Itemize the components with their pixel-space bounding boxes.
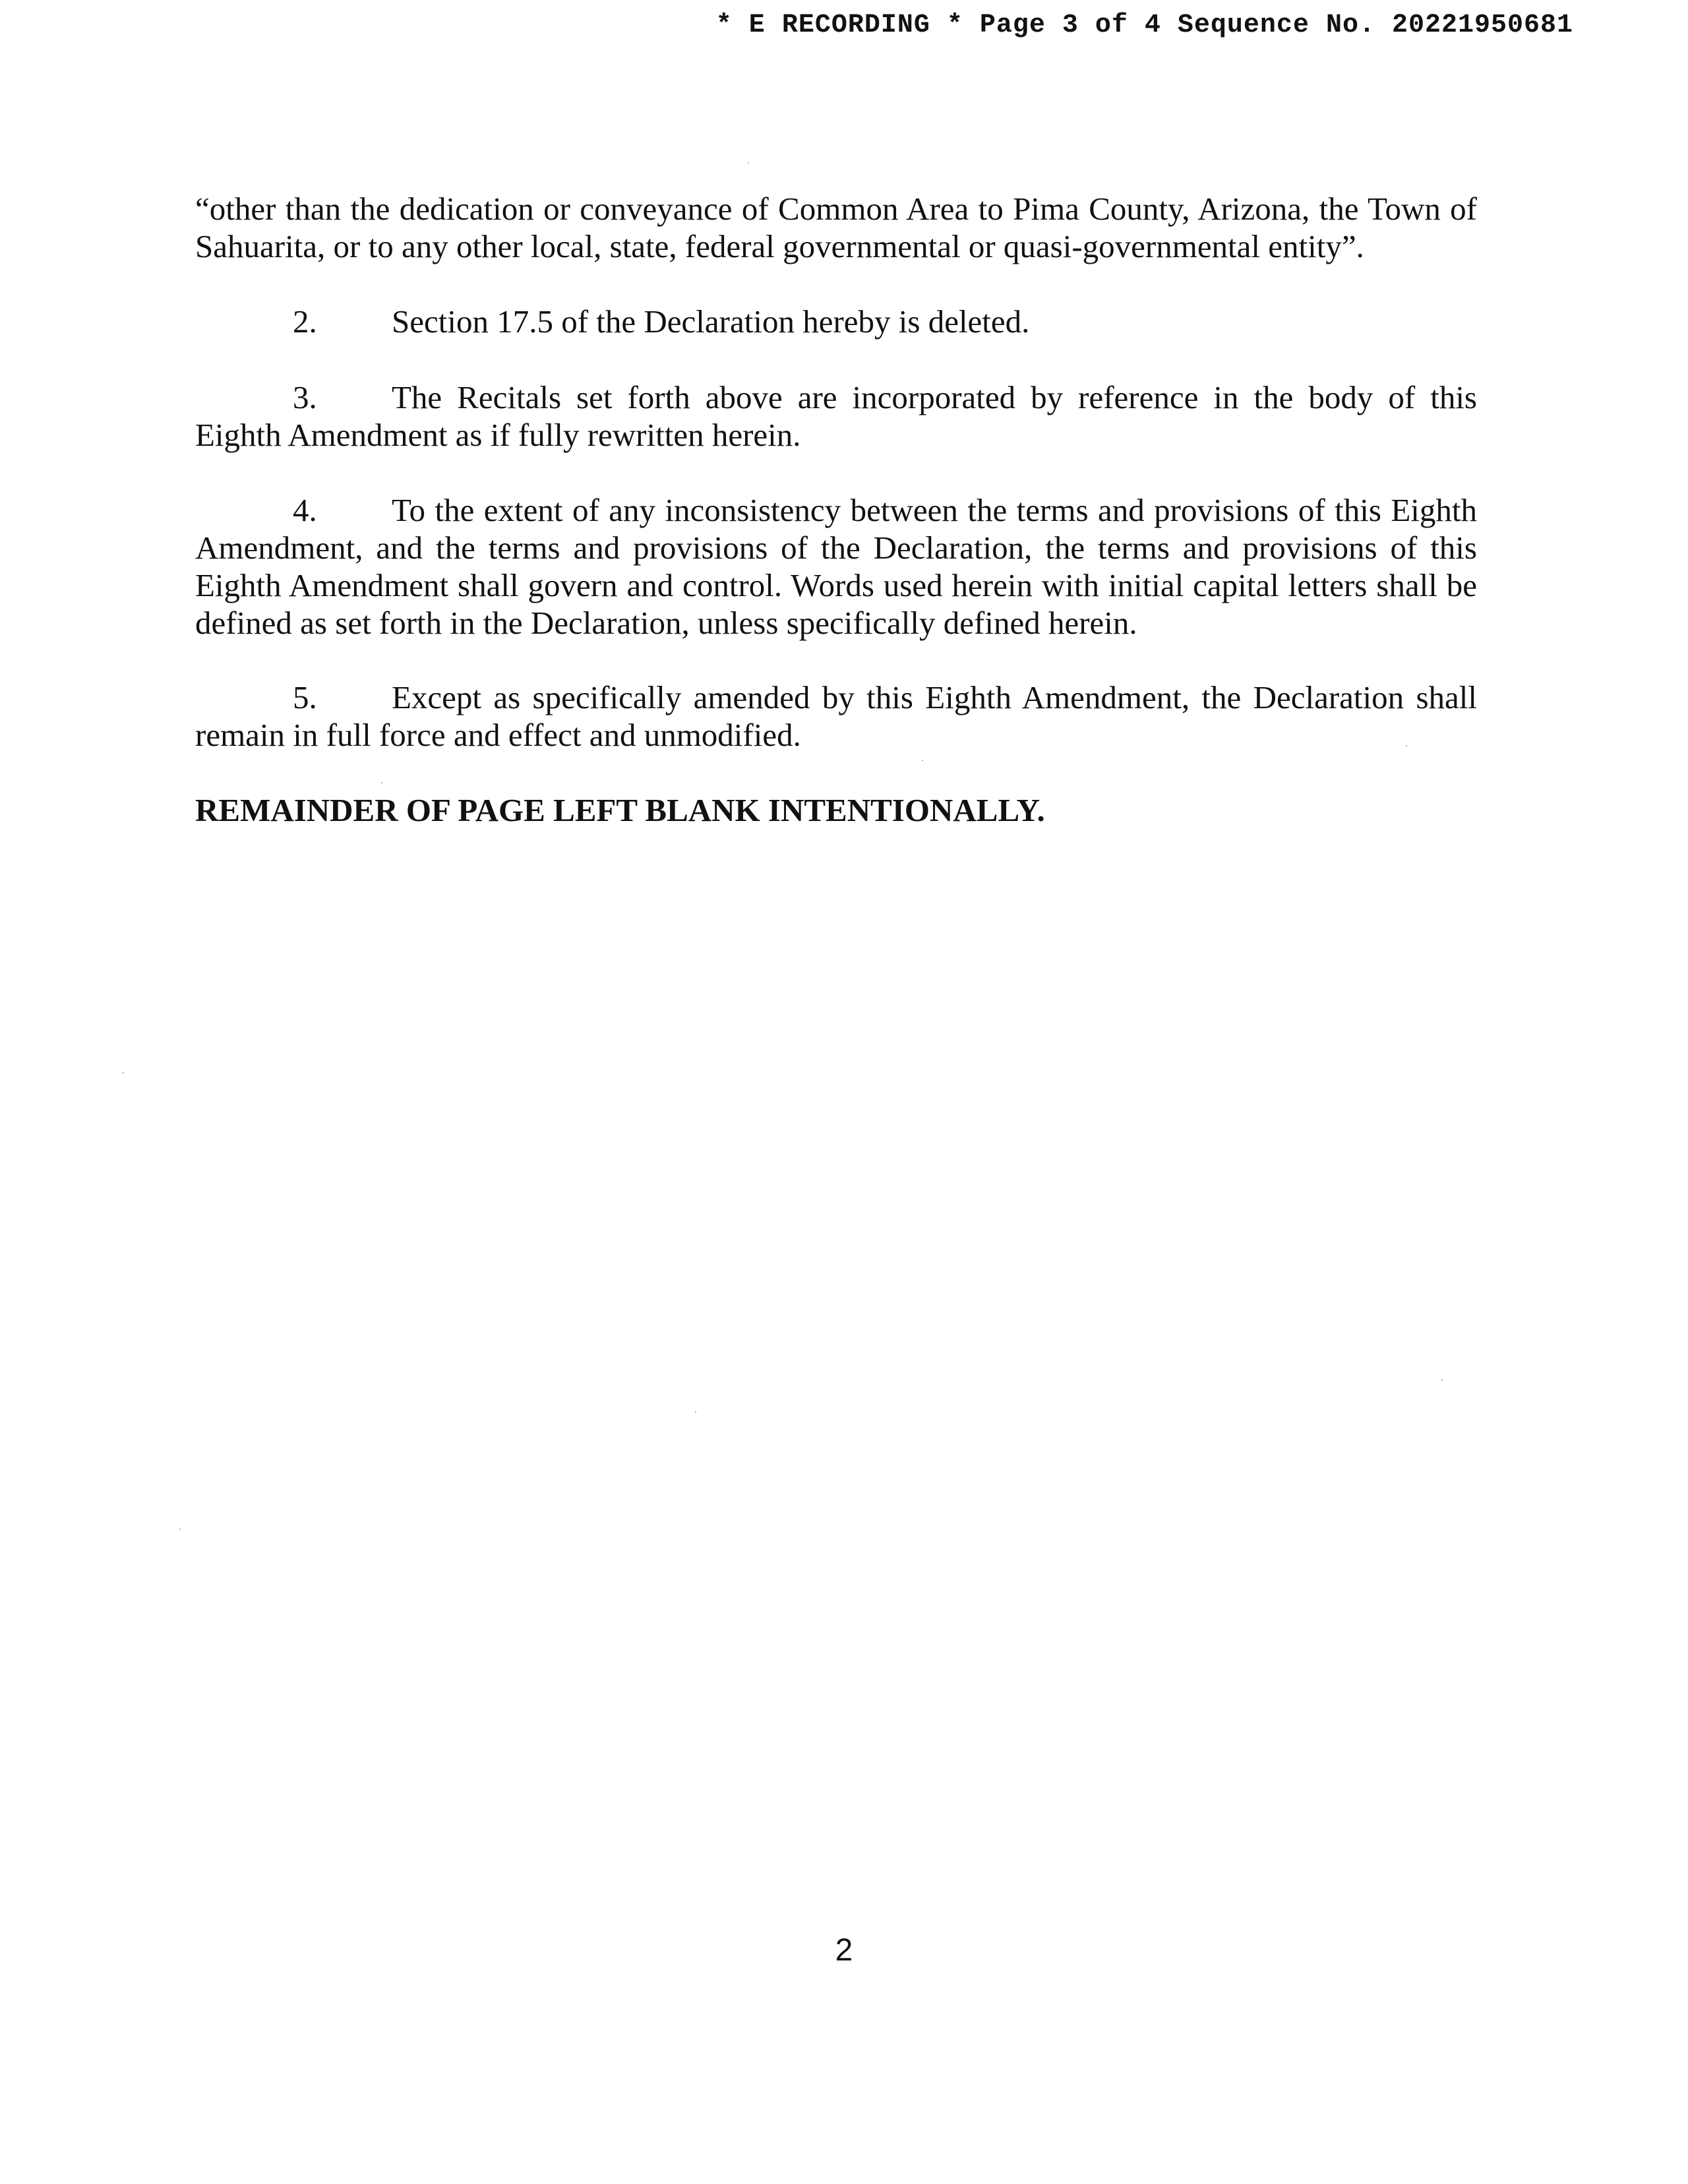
scan-speck (381, 782, 382, 783)
scan-speck (695, 1411, 696, 1412)
paragraph-number: 5. (293, 679, 317, 715)
scan-speck (1406, 745, 1407, 746)
scan-speck (748, 162, 749, 164)
scan-speck (922, 760, 923, 761)
paragraph-text: The Recitals set forth above are incorporated by reference in the body of this Eighth Amendment as if fully rewritten herein. (195, 379, 1477, 453)
paragraph-5 (195, 679, 1477, 754)
paragraph-text: Section 17.5 of the Declaration hereby is deleted. (392, 303, 1030, 340)
paragraph-number: 3. (293, 379, 317, 415)
recording-header: * E RECORDING * Page 3 of 4 Sequence No. 20221950681 (715, 11, 1573, 40)
paragraph-4 (195, 491, 1477, 642)
scan-speck (123, 1072, 124, 1074)
continuation-paragraph: “other than the dedication or conveyance of Common Area to Pima County, Arizona, the Town of Sahuarita, or to any other local, state, federal governmental or quasi-governmental entity”. (195, 191, 1477, 264)
paragraph-number: 4. (293, 492, 317, 528)
remainder-notice: REMAINDER OF PAGE LEFT BLANK INTENTIONALLY. (195, 792, 1045, 828)
paragraph-text: To the extent of any inconsistency between the terms and provisions of this Eighth Amendment, and the terms and provisions of the Declaration, the terms and provisions of this Eighth Amendment shall govern and control. Words used herein with initial capital letters shall be defined as set forth in the Declaration, unless specifically defined herein. (195, 492, 1477, 641)
paragraph-3 (195, 379, 1477, 454)
scan-speck (179, 1529, 181, 1530)
scan-speck (1441, 1380, 1443, 1381)
paragraph-number: 2. (293, 303, 317, 340)
page-number: 2 (835, 1933, 853, 1968)
paragraph-2 (195, 303, 1477, 340)
paragraph-text: Except as specifically amended by this Eighth Amendment, the Declaration shall remain in full force and effect and unmodified. (195, 679, 1477, 753)
